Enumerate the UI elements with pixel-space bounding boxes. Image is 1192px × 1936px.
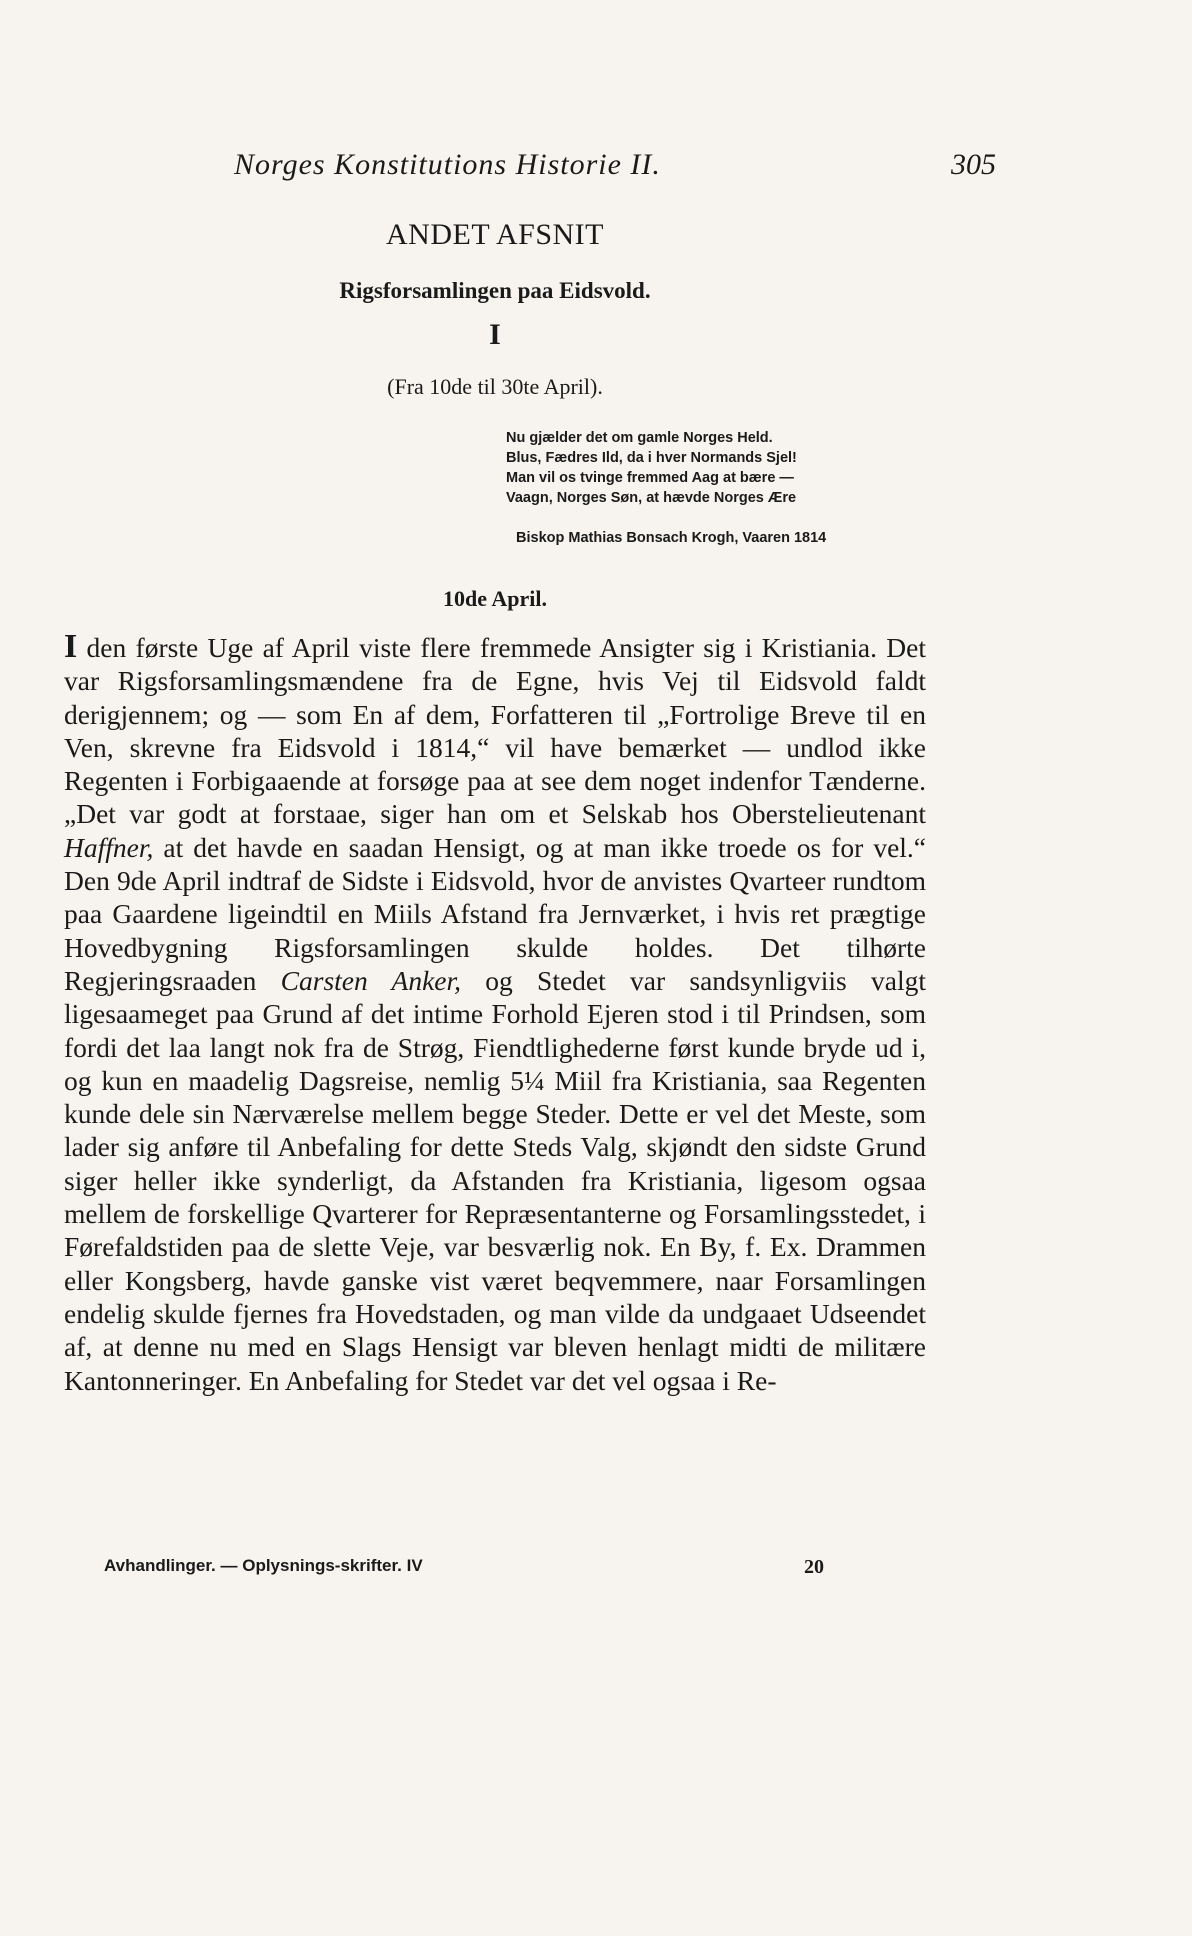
page-number: 305 xyxy=(951,148,996,181)
chapter-subtitle: Rigsforsamlingen paa Eidsvold. xyxy=(339,278,651,303)
section-title: ANDET AFSNIT xyxy=(386,218,604,251)
page-footer xyxy=(104,1556,926,1586)
epigraph xyxy=(506,428,926,508)
epigraph-line: Man vil os tvinge fremmed Aag at bære — xyxy=(506,470,794,486)
epigraph-attribution: Biskop Mathias Bonsach Krogh, Vaaren 1814 xyxy=(516,530,827,546)
date-range: (Fra 10de til 30te April). xyxy=(387,374,603,399)
person-name-haffner: Haffner, xyxy=(64,831,154,863)
epigraph-line: Vaagn, Norges Søn, at hævde Norges Ære xyxy=(506,490,797,506)
person-name-anker: Carsten Anker, xyxy=(280,964,462,996)
body-text-part-2: at det havde en saadan Hensigt, og at man ikke troede os for vel.“ Den 9de April indtraf de Sidste i Eidsvold, hvor de anvistes Qvarteer rundtom paa Gaardene ligeindtil en Miils Afstand fra Jernværket, i hvis ret prægtige Hovedbygning Rigsforsamlingen skulde holdes. Det tilhørte Regjeringsraaden xyxy=(64,831,926,996)
signature-mark: 20 xyxy=(804,1556,824,1578)
date-heading: 10de April. xyxy=(443,586,547,611)
body-text-part-1: den første Uge af April viste flere fremmede Ansigter sig i Kristiania. Det var Rigsforsamlingsmændene fra de Egne, hvis Vej til Eidsvold faldt derigjennem; og — som En af dem, Forfatteren til „Fortrolige Breve til en Ven, skrevne fra Eidsvold i 1814,“ vil have bemærket — undlod ikke Regenten i Forbigaaende at forsøge paa at see dem noget indenfor Tænderne. „Det var godt at forstaae, siger han om et Selskab hos Oberstelieutenant xyxy=(64,632,926,830)
body-text-part-3: og Stedet var sandsynligviis valgt ligesaameget paa Grund af det intime Forhold Ejeren stod i til Prindsen, som fordi det laa langt nok fra de Strøg, Fiendtlighederne først kunde bryde ud i, og kun en maadelig Dagsreise, nemlig 5¼ Miil fra Kristiania, saa Regenten kunde dele sin Nærværelse mellem begge Steder. Dette er vel det Meste, som lader sig anføre til Anbefaling for dette Steds Valg, skjøndt den sidste Grund siger heller ikke synderligt, da Afstanden fra Kristiania, ligesom ogsaa mellem de forskellige Qvarterer for Repræsentanterne og Forsamlingsstedet, i Førefaldstiden paa de slette Veje, var besværlig nok. En By, f. Ex. Drammen eller Kongsberg, havde ganske vist været beqvemmere, naar Forsamlingen endelig skulde fjernes fra Hovedstaden, og man vilde da undgaaet Udseendet af, at denne nu med en Slags Hensigt var bleven henlagt midti de militære Kantonneringer. En Anbefaling for Stedet var det vel ogsaa i Re- xyxy=(64,964,926,1396)
footer-series: Avhandlinger. — Oplysnings-skrifter. IV xyxy=(104,1556,423,1575)
body-paragraph xyxy=(64,630,926,1397)
running-head xyxy=(234,148,996,188)
epigraph-line: Blus, Fædres Ild, da i hver Normands Sjel! xyxy=(506,450,797,466)
epigraph-line: Nu gjælder det om gamle Norges Held. xyxy=(506,430,773,446)
running-head-title: Norges Konstitutions Historie II. xyxy=(234,148,661,181)
drop-cap: I xyxy=(64,628,78,665)
book-page xyxy=(64,0,996,1936)
chapter-number: I xyxy=(489,318,501,351)
